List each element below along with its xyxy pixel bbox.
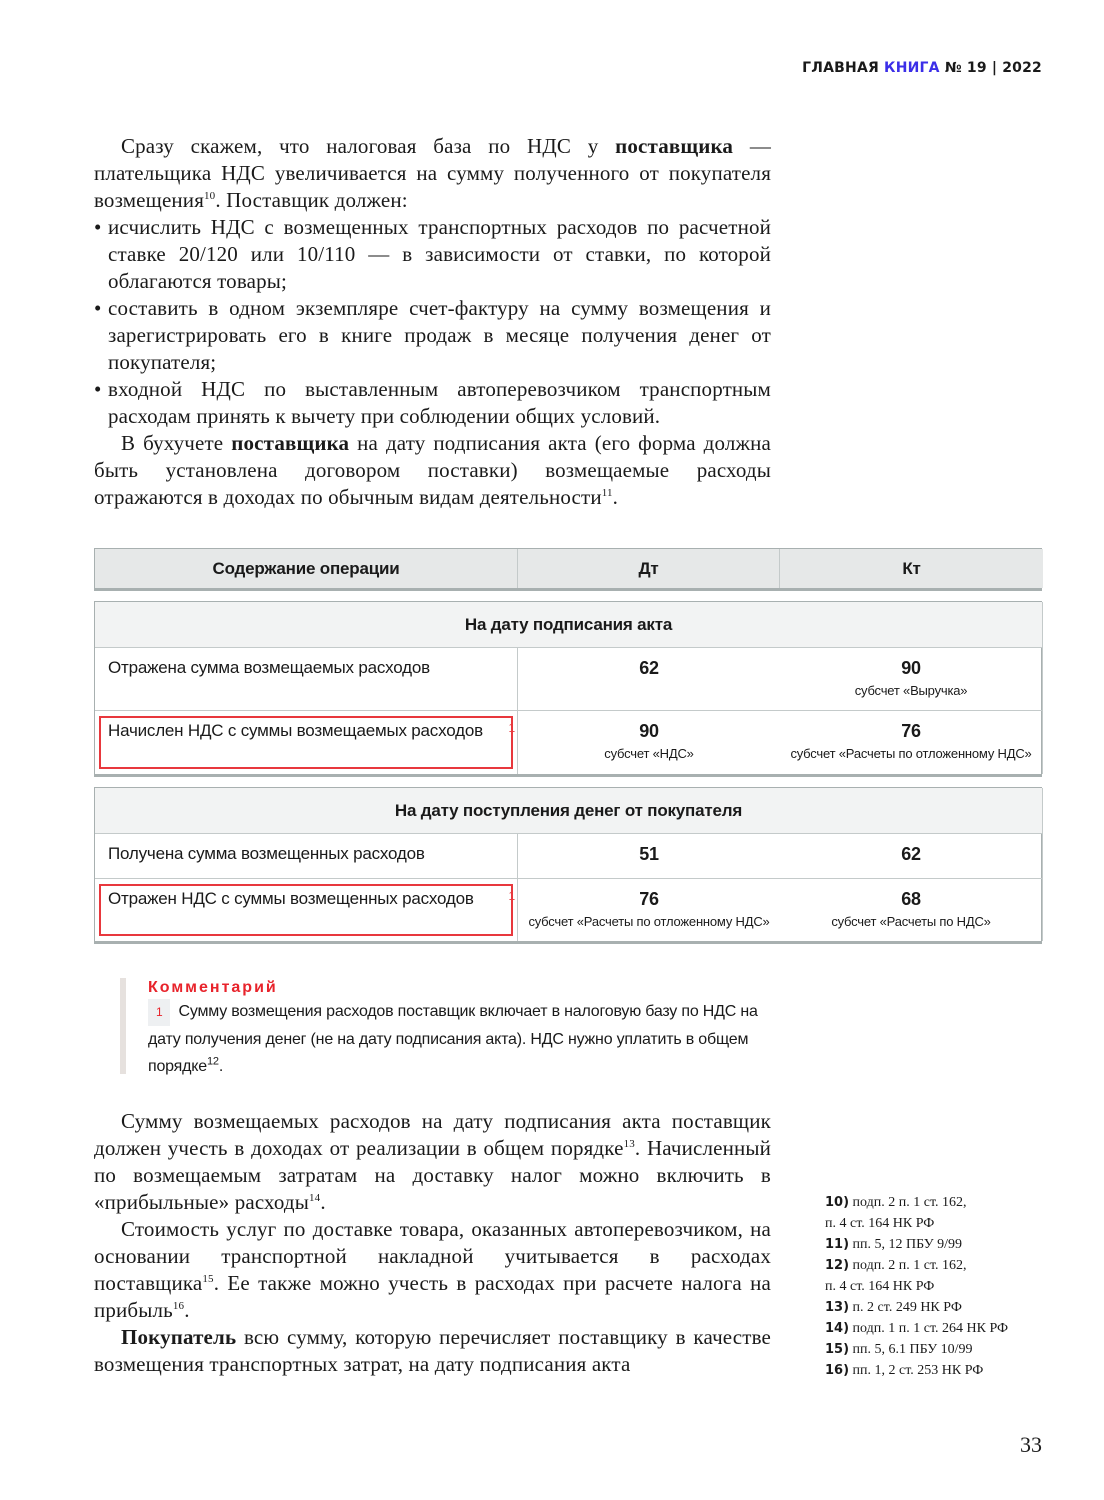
paragraph: Сразу скажем, что налоговая база по НДС у поставщика — плательщика НДС увеличивается на сумму полученного от покупателя возмещения$^{10}$. Поставщик должен: — [94, 134, 771, 212]
list-item: • составить в одном экземпляре счет-фактуру на сумму возмещения и зарегистрировать его в книге продаж в месяце получения денег от покупателя; — [94, 295, 771, 376]
debit-cell: 62 — [518, 647, 780, 710]
issue-number: № 19 | 2022 — [944, 60, 1042, 76]
paragraph: Стоимость услуг по доставке товара, оказанных автоперевозчиком, на основании транспортной накладной учитывается в расходах поставщика$^{15}$. Ее также можно учесть в расходах при расчете налога на прибыль$^{16}$. — [94, 1217, 771, 1322]
column-header: Кт — [780, 549, 1043, 588]
debit-cell: 51 — [518, 833, 780, 878]
section-title: На дату поступления денег от покупателя — [95, 788, 1043, 833]
credit-cell: 90 субсчет «Выручка» — [780, 647, 1043, 710]
table-section — [94, 787, 1042, 942]
credit-cell: 62 — [780, 833, 1043, 878]
footnote: 13) п. 2 ст. 249 НК РФ — [825, 1300, 962, 1315]
footnote: 16) пп. 1, 2 ст. 253 НК РФ — [825, 1363, 984, 1378]
column-header: Дт — [518, 549, 780, 588]
bullet-list — [94, 214, 771, 430]
table-row-op: Отражена сумма возмещаемых расходов — [95, 647, 518, 710]
comment-text: 1 Сумму возмещения расходов поставщик включает в налоговую базу по НДС на дату получения денег (не на дату подписания акта). НДС нужно уплатить в общем порядке$^{12}$. — [148, 998, 768, 1080]
main-text — [94, 1108, 771, 1378]
credit-cell: 76 субсчет «Расчеты по отложенному НДС» — [780, 710, 1043, 774]
table-row-op: 1 Отражен НДС с суммы возмещенных расходов — [95, 878, 518, 941]
comment-title: Комментарий — [148, 979, 278, 996]
brand-accent: КНИГА — [884, 60, 940, 76]
brand: ГЛАВНАЯ — [802, 60, 879, 76]
table-section — [94, 601, 1042, 775]
comment-marker: 1 — [508, 721, 515, 735]
highlight-box — [99, 716, 513, 769]
footnote: 14) подп. 1 п. 1 ст. 264 НК РФ — [825, 1321, 1009, 1336]
footnotes — [825, 1192, 1008, 1381]
section-title: На дату подписания акта — [95, 602, 1043, 647]
page-number: 33 — [1020, 1432, 1042, 1457]
paragraph: Сумму возмещаемых расходов на дату подписания акта поставщик должен учесть в доходах от реализации в общем порядке$^{13}$. Начисленный по возмещаемым затратам на доставку налог можно включить в «прибыльные» расходы$^{14}$. — [94, 1109, 772, 1214]
list-item: • входной НДС по выставленным автоперевозчиком транспортным расходам принять к вычету при соблюдении общих условий. — [94, 376, 771, 430]
footnote: 12) подп. 2 п. 1 ст. 162, п. 4 ст. 164 НК РФ — [825, 1258, 967, 1294]
footnote: 11) пп. 5, 12 ПБУ 9/99 — [825, 1237, 962, 1252]
debit-cell: 76 субсчет «Расчеты по отложенному НДС» — [518, 878, 780, 941]
footnote: 10) подп. 2 п. 1 ст. 162, п. 4 ст. 164 НК РФ — [825, 1195, 967, 1231]
footnote: 15) пп. 5, 6.1 ПБУ 10/99 — [825, 1342, 973, 1357]
table-row-op: 1 Начислен НДС с суммы возмещаемых расходов — [95, 710, 518, 774]
highlight-box — [99, 884, 513, 936]
comment-marker: 1 — [508, 889, 515, 903]
table-row-op: Получена сумма возмещенных расходов — [95, 833, 518, 878]
paragraph: В бухучете поставщика на дату подписания акта (его форма должна быть установлена договором поставки) возмещаемые расходы отражаются в доходах по обычным видам деятельности$^{11}$. — [94, 431, 771, 509]
credit-cell: 68 субсчет «Расчеты по НДС» — [780, 878, 1043, 941]
comment-box — [120, 978, 768, 1074]
entries-table-header — [94, 548, 1042, 589]
paragraph: Покупатель всю сумму, которую перечисляет поставщику в качестве возмещения транспортных затрат, на дату подписания акта — [94, 1325, 771, 1376]
comment-number: 1 — [148, 999, 170, 1026]
debit-cell: 90 субсчет «НДС» — [518, 710, 780, 774]
column-header: Содержание операции — [95, 549, 518, 588]
running-header — [802, 60, 1042, 76]
intro-text — [94, 133, 771, 511]
list-item: • исчислить НДС с возмещенных транспортных расходов по расчетной ставке 20/120 или 10/110 — в зависимости от ставки, по которой облагаются товары; — [94, 214, 771, 295]
